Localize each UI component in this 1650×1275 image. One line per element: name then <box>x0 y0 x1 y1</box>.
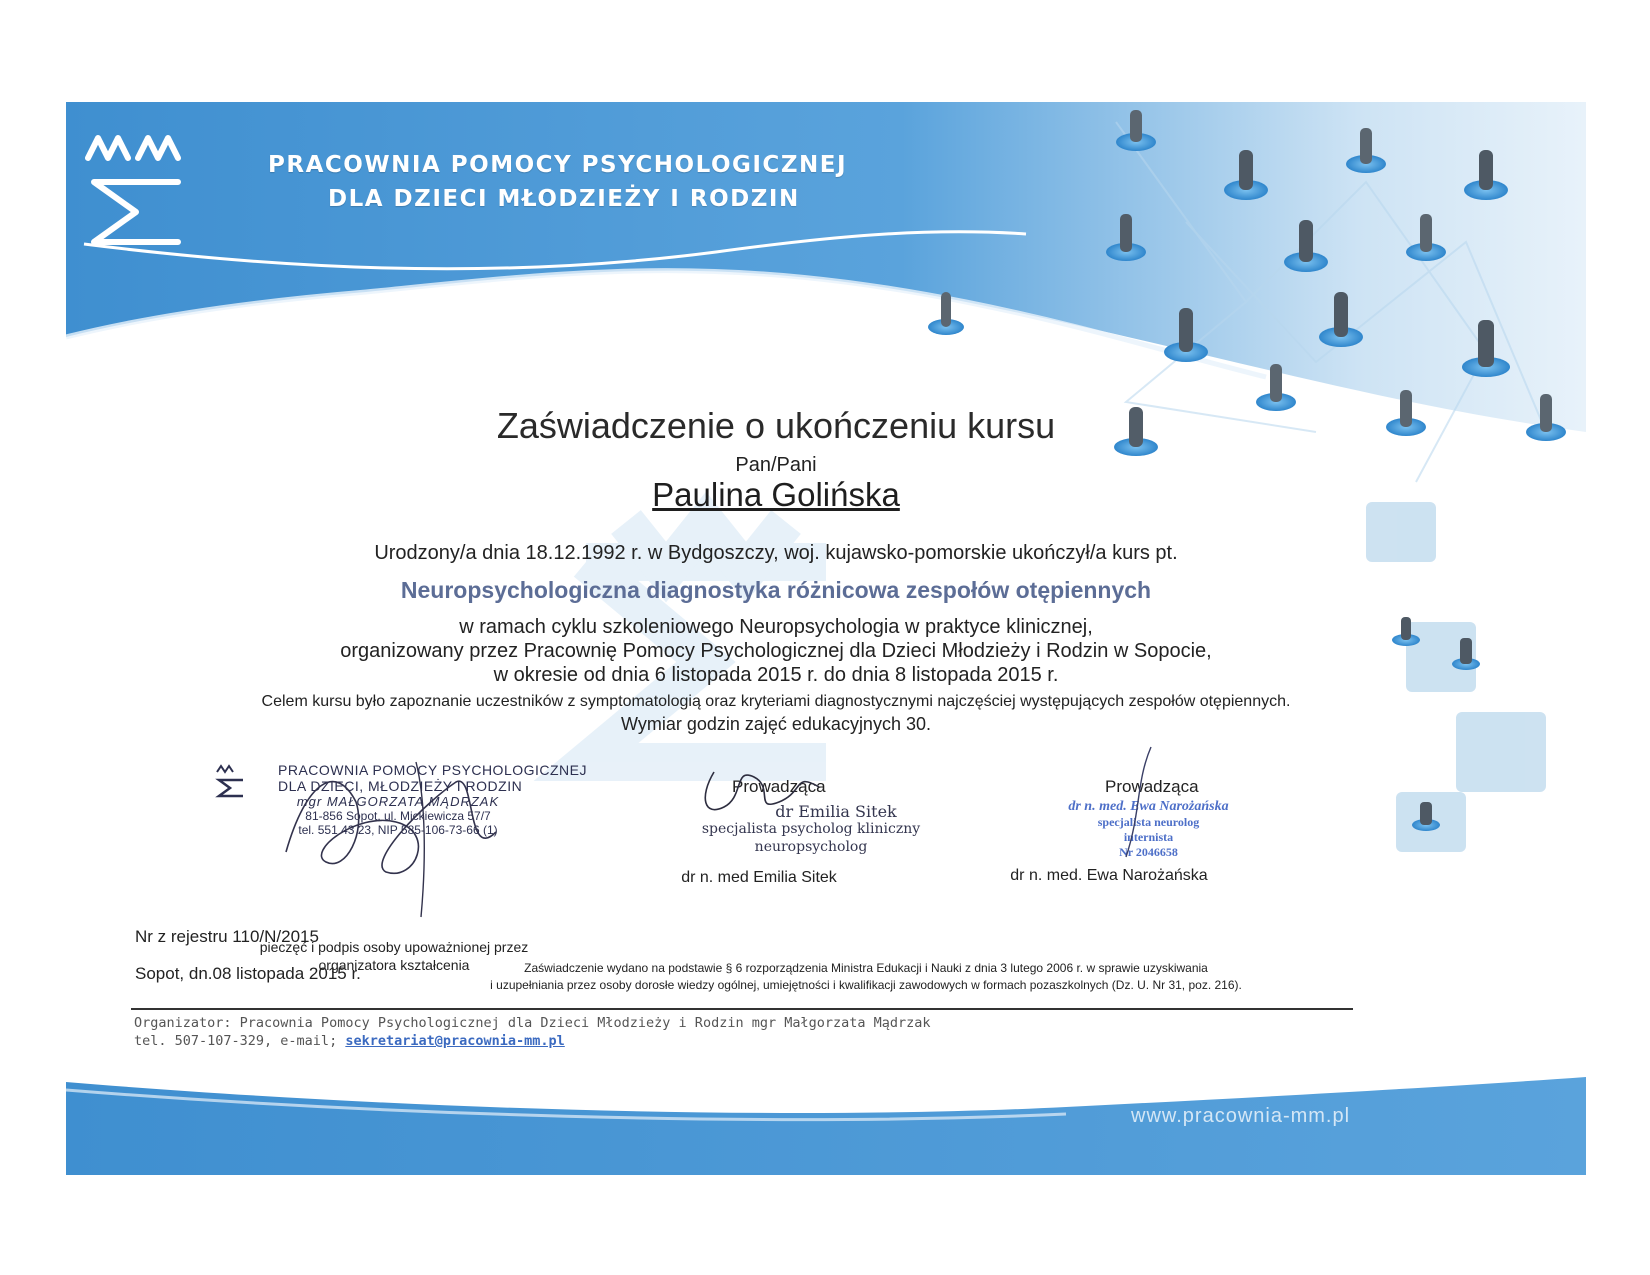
footer-divider <box>131 1008 1353 1010</box>
signature1-stamp-title1: specjalista psycholog kliniczny <box>701 821 921 837</box>
signature1-stamp-title2: neuropsycholog <box>754 839 868 855</box>
contact-line <box>134 1032 931 1050</box>
website-url: www.pracownia-mm.pl <box>1131 1105 1351 1127</box>
signature2-printed-name: dr n. med. Ewa Narożańska <box>1010 867 1208 884</box>
course-aim: Celem kursu było zapoznanie uczestników z symptomatologią oraz kryteriami diagnostycznymi najczęściej występujących zespołów otępiennych. <box>261 693 1291 710</box>
organizer-line: Organizator: Pracownia Pomocy Psychologicznej dla Dzieci Młodzieży i Rodzin mgr Małgorzata Mądrzak <box>134 1015 931 1031</box>
stamp-line3: mgr MAŁGORZATA MĄDRZAK <box>296 794 500 809</box>
certificate <box>66 102 1586 1175</box>
legal-basis <box>416 960 1316 994</box>
course-title: Neuropsychologiczna diagnostyka różnicowa zespołów otępiennych <box>400 577 1152 603</box>
stamp-line2: DLA DZIECI, MŁODZIEŻY I RODZIN <box>278 778 523 794</box>
salutation: Pan/Pani <box>735 454 817 476</box>
place-and-date: Sopot, dn.08 listopada 2015 r. <box>135 964 361 983</box>
signature2-stamp-number: Nr 2046658 <box>1119 845 1178 859</box>
stamp-line1: PRACOWNIA POMOCY PSYCHOLOGICZNEJ <box>278 762 588 778</box>
signature1-printed-name: dr n. med Emilia Sitek <box>681 869 837 886</box>
signature2-stamp-title2: internista <box>1123 830 1174 844</box>
signature2-handwriting <box>1106 742 1166 862</box>
stamp-caption-line2: organizatora kształcenia <box>318 957 470 973</box>
recipient-name: Paulina Golińska <box>652 476 900 513</box>
organization-name-line1: PRACOWNIA POMOCY PSYCHOLOGICZNEJ <box>268 152 848 178</box>
legal-basis-line1: Zaświadczenie wydano na podstawie § 6 rozporządzenia Ministra Edukacji i Nauki z dnia 3 lutego 2006 r. w sprawie uzyskiwania <box>524 961 1208 975</box>
signature1-handwriting <box>694 757 834 827</box>
course-hours: Wymiar godzin zajęć edukacyjnych 30. <box>621 714 931 734</box>
signature2-stamp-name: dr n. med. Ewa Narożańska <box>1068 799 1229 814</box>
certificate-title: Zaświadczenie o ukończeniu kursu <box>496 405 1056 446</box>
organization-name-line2: DLA DZIECI MŁODZIEŻY I RODZIN <box>328 186 800 212</box>
stamp-line5: tel. 551 43 23, NIP 585-106-73-66 (1) <box>298 823 498 837</box>
context-line1: w ramach cyklu szkoleniowego Neuropsychologia w praktyce klinicznej, <box>459 616 1093 638</box>
organizer-footer <box>134 1014 931 1050</box>
context-line2: organizowany przez Pracownię Pomocy Psychologicznej dla Dzieci Młodzieży i Rodzin w Sopocie, <box>340 640 1212 662</box>
signature2-role: Prowadząca <box>1105 777 1199 796</box>
email-link[interactable]: sekretariat@pracownia-mm.pl <box>345 1033 565 1049</box>
legal-basis-line2: i uzupełniania przez osoby dorosłe wiedzy ogólnej, umiejętności i kwalifikacji zawodowych w formach pozaszkolnych (Dz. U. Nr 31, poz. 216). <box>490 978 1242 992</box>
signature2-stamp-title1: specjalista neurolog <box>1097 815 1200 829</box>
birth-line: Urodzony/a dnia 18.12.1992 r. w Bydgoszczy, woj. kujawsko-pomorskie ukończył/a kurs pt. <box>374 542 1178 564</box>
signature1-stamp-name: dr Emilia Sitek <box>775 802 897 821</box>
registry-number: Nr z rejestru 110/N/2015 <box>135 927 319 946</box>
signature1-role: Prowadząca <box>732 777 826 796</box>
organizer-handwritten-signature <box>266 742 588 922</box>
stamp-caption-line1: pieczęć i podpis osoby upoważnionej przez <box>259 939 529 955</box>
stamp-line4: 81-856 Sopot, ul. Mickiewicza 57/7 <box>305 809 491 823</box>
stamp-logo-icon <box>213 762 249 798</box>
contact-prefix: tel. 507-107-329, e-mail; <box>134 1033 338 1049</box>
context-line3: w okresie od dnia 6 listopada 2015 r. do dnia 8 listopada 2015 r. <box>493 664 1059 686</box>
